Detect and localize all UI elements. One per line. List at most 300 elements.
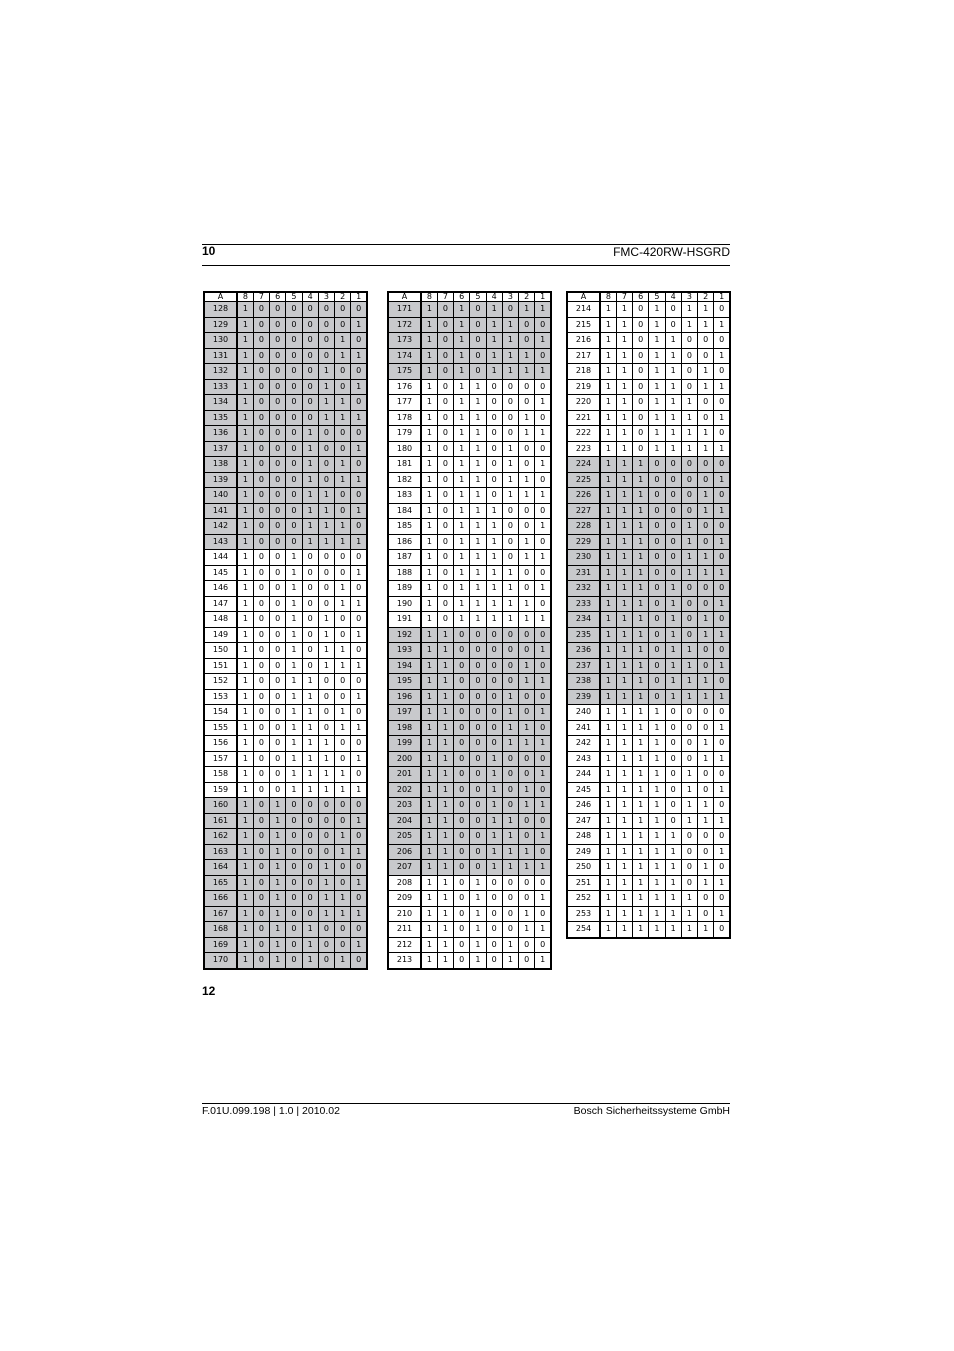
bit-cell-4: 1 (486, 333, 502, 349)
bit-cell-1: 0 (714, 860, 730, 876)
bit-cell-3: 0 (502, 751, 518, 767)
address-cell: 236 (567, 643, 600, 659)
bit-cell-1: 1 (351, 875, 367, 891)
bit-cell-5: 1 (470, 612, 486, 628)
bit-cell-7: 1 (616, 767, 632, 783)
bit-cell-4: 1 (486, 550, 502, 566)
bit-cell-8: 1 (237, 720, 253, 736)
bit-cell-4: 1 (486, 829, 502, 845)
bit-cell-3: 1 (681, 658, 697, 674)
bit-cell-3: 1 (318, 627, 334, 643)
bit-cell-2: 0 (335, 503, 351, 519)
bit-cell-1: 0 (714, 922, 730, 938)
bit-cell-4: 1 (486, 317, 502, 333)
table-row (567, 410, 730, 426)
bit-cell-8: 1 (600, 674, 616, 690)
bit-cell-6: 0 (454, 689, 470, 705)
bit-cell-4: 0 (302, 596, 318, 612)
table-row (567, 534, 730, 550)
table-row (567, 348, 730, 364)
bit-cell-1: 1 (714, 503, 730, 519)
bit-cell-7: 1 (616, 627, 632, 643)
bit-cell-4: 0 (302, 302, 318, 318)
bit-cell-1: 0 (535, 317, 551, 333)
bit-cell-5: 0 (649, 488, 665, 504)
bit-cell-3: 0 (681, 333, 697, 349)
bit-cell-5: 0 (286, 333, 302, 349)
bit-cell-3: 0 (318, 922, 334, 938)
bit-cell-5: 1 (470, 596, 486, 612)
bit-cell-2: 1 (335, 534, 351, 550)
bit-cell-1: 0 (714, 736, 730, 752)
table-row (388, 596, 551, 612)
bit-cell-8: 1 (421, 643, 437, 659)
table-row (204, 906, 367, 922)
column-header-bit-2: 2 (519, 292, 535, 302)
bit-cell-7: 1 (616, 860, 632, 876)
table-row (204, 472, 367, 488)
bit-cell-7: 0 (253, 519, 269, 535)
table-row (567, 488, 730, 504)
bit-cell-2: 1 (519, 782, 535, 798)
bit-cell-8: 1 (421, 906, 437, 922)
bit-cell-7: 1 (616, 519, 632, 535)
bit-cell-2: 0 (519, 751, 535, 767)
table-row (567, 519, 730, 535)
column-header-bit-8: 8 (237, 292, 253, 302)
bit-cell-6: 1 (454, 581, 470, 597)
bit-cell-6: 1 (454, 519, 470, 535)
address-cell: 164 (204, 860, 237, 876)
address-cell: 163 (204, 844, 237, 860)
bit-cell-5: 0 (470, 627, 486, 643)
bit-cell-5: 0 (286, 457, 302, 473)
bit-cell-7: 0 (253, 953, 269, 969)
column-header-bit-5: 5 (649, 292, 665, 302)
bit-cell-3: 1 (502, 565, 518, 581)
bit-cell-3: 1 (681, 550, 697, 566)
bit-cell-2: 0 (335, 612, 351, 628)
bit-cell-2: 1 (335, 410, 351, 426)
bit-cell-2: 0 (519, 937, 535, 953)
bit-cell-1: 0 (714, 426, 730, 442)
column-header-bit-4: 4 (302, 292, 318, 302)
bit-cell-4: 1 (665, 333, 681, 349)
bit-cell-7: 0 (253, 922, 269, 938)
bit-cell-3: 0 (502, 906, 518, 922)
bit-cell-4: 1 (302, 519, 318, 535)
table-row (204, 612, 367, 628)
bit-cell-3: 1 (318, 503, 334, 519)
bit-cell-3: 1 (502, 364, 518, 380)
address-cell: 132 (204, 364, 237, 380)
bit-cell-1: 1 (351, 937, 367, 953)
bit-cell-5: 0 (470, 302, 486, 318)
bit-cell-2: 1 (519, 348, 535, 364)
address-cell: 196 (388, 689, 421, 705)
address-cell: 139 (204, 472, 237, 488)
bit-cell-2: 0 (698, 705, 714, 721)
bit-cell-8: 1 (237, 798, 253, 814)
column-header-address: A (388, 292, 421, 302)
bit-cell-5: 1 (286, 767, 302, 783)
address-cell: 254 (567, 922, 600, 938)
bit-cell-3: 0 (318, 844, 334, 860)
bit-cell-6: 1 (633, 658, 649, 674)
bit-cell-7: 1 (616, 550, 632, 566)
address-cell: 221 (567, 410, 600, 426)
bit-cell-3: 0 (318, 317, 334, 333)
bit-cell-7: 0 (253, 798, 269, 814)
bit-cell-8: 1 (600, 503, 616, 519)
bit-cell-2: 1 (335, 395, 351, 411)
bit-cell-4: 0 (302, 627, 318, 643)
bit-cell-4: 0 (665, 503, 681, 519)
address-cell: 251 (567, 875, 600, 891)
bit-cell-7: 0 (253, 534, 269, 550)
bit-cell-7: 1 (616, 302, 632, 318)
bit-cell-1: 1 (714, 720, 730, 736)
bit-cell-3: 1 (502, 488, 518, 504)
bit-cell-6: 0 (633, 333, 649, 349)
bit-cell-2: 0 (335, 689, 351, 705)
bit-cell-3: 0 (318, 689, 334, 705)
address-cell: 146 (204, 581, 237, 597)
bit-cell-8: 1 (237, 333, 253, 349)
bit-cell-1: 1 (535, 550, 551, 566)
bit-cell-8: 1 (600, 922, 616, 938)
bit-cell-1: 0 (351, 674, 367, 690)
bit-cell-7: 1 (437, 829, 453, 845)
bit-cell-3: 0 (318, 720, 334, 736)
bit-cell-4: 1 (302, 488, 318, 504)
bit-cell-2: 0 (698, 643, 714, 659)
address-cell: 176 (388, 379, 421, 395)
footer-company: Bosch Sicherheitssysteme GmbH (573, 1105, 730, 1117)
table-row (388, 550, 551, 566)
bit-cell-3: 0 (318, 937, 334, 953)
address-cell: 191 (388, 612, 421, 628)
bit-cell-1: 0 (351, 457, 367, 473)
bit-cell-6: 1 (454, 364, 470, 380)
bit-cell-3: 1 (681, 317, 697, 333)
bit-cell-6: 0 (270, 534, 286, 550)
bit-cell-5: 0 (649, 612, 665, 628)
bit-cell-1: 0 (535, 503, 551, 519)
table-row (388, 922, 551, 938)
bit-cell-8: 1 (237, 457, 253, 473)
bit-cell-4: 1 (486, 302, 502, 318)
bit-cell-6: 1 (454, 379, 470, 395)
address-cell: 197 (388, 705, 421, 721)
bit-cell-3: 1 (502, 441, 518, 457)
bit-cell-5: 1 (286, 782, 302, 798)
bit-cell-3: 0 (502, 922, 518, 938)
bit-cell-8: 1 (600, 751, 616, 767)
address-cell: 166 (204, 891, 237, 907)
bit-cell-4: 0 (665, 457, 681, 473)
table-row (204, 922, 367, 938)
table-row (388, 829, 551, 845)
bit-cell-5: 0 (286, 906, 302, 922)
table-row (388, 395, 551, 411)
bit-cell-3: 1 (502, 937, 518, 953)
address-cell: 231 (567, 565, 600, 581)
bit-cell-8: 1 (421, 503, 437, 519)
bit-cell-3: 1 (318, 364, 334, 380)
address-cell: 148 (204, 612, 237, 628)
bit-cell-5: 0 (649, 643, 665, 659)
bit-cell-6: 0 (270, 751, 286, 767)
bit-cell-2: 1 (335, 643, 351, 659)
bit-cell-8: 1 (421, 720, 437, 736)
bit-cell-3: 1 (502, 689, 518, 705)
bit-cell-3: 1 (681, 565, 697, 581)
bit-cell-4: 1 (665, 441, 681, 457)
bit-cell-3: 0 (502, 519, 518, 535)
bit-cell-7: 1 (616, 503, 632, 519)
bit-cell-3: 0 (502, 643, 518, 659)
table-row (567, 550, 730, 566)
bit-cell-6: 1 (633, 534, 649, 550)
bit-cell-7: 0 (253, 426, 269, 442)
bit-cell-7: 0 (437, 581, 453, 597)
bit-cell-7: 1 (616, 364, 632, 380)
bit-cell-3: 0 (681, 348, 697, 364)
bit-cell-1: 1 (714, 627, 730, 643)
bit-cell-1: 1 (714, 410, 730, 426)
bit-cell-2: 1 (519, 798, 535, 814)
bit-cell-2: 0 (698, 658, 714, 674)
bit-cell-8: 1 (237, 348, 253, 364)
address-cell: 178 (388, 410, 421, 426)
bit-cell-6: 0 (454, 643, 470, 659)
bit-cell-6: 1 (633, 736, 649, 752)
table-header-row (388, 292, 551, 302)
table-row (204, 426, 367, 442)
bit-cell-5: 1 (286, 736, 302, 752)
bit-cell-2: 1 (335, 906, 351, 922)
address-cell: 211 (388, 922, 421, 938)
bit-cell-7: 0 (437, 488, 453, 504)
table-row (204, 829, 367, 845)
bit-cell-7: 1 (437, 658, 453, 674)
bit-cell-8: 1 (421, 674, 437, 690)
bit-cell-2: 0 (698, 596, 714, 612)
bit-cell-2: 0 (698, 395, 714, 411)
bit-cell-7: 1 (437, 953, 453, 969)
bit-cell-1: 1 (351, 503, 367, 519)
bit-cell-8: 1 (237, 829, 253, 845)
address-cell: 137 (204, 441, 237, 457)
bit-cell-1: 0 (535, 689, 551, 705)
table-row (204, 410, 367, 426)
bit-cell-7: 1 (616, 643, 632, 659)
bit-cell-5: 1 (649, 860, 665, 876)
bit-cell-6: 0 (270, 658, 286, 674)
bit-cell-8: 1 (421, 767, 437, 783)
bit-cell-8: 1 (600, 565, 616, 581)
table-row (388, 844, 551, 860)
column-header-bit-4: 4 (665, 292, 681, 302)
bit-cell-7: 0 (253, 720, 269, 736)
bit-cell-7: 0 (253, 503, 269, 519)
bit-cell-2: 0 (519, 875, 535, 891)
bit-cell-6: 0 (633, 317, 649, 333)
table-row (204, 736, 367, 752)
table-row (567, 674, 730, 690)
bit-cell-8: 1 (600, 798, 616, 814)
bit-cell-8: 1 (600, 317, 616, 333)
bit-cell-2: 0 (335, 798, 351, 814)
bit-cell-1: 0 (535, 472, 551, 488)
bit-cell-7: 1 (616, 333, 632, 349)
bit-cell-8: 1 (600, 705, 616, 721)
bit-cell-6: 1 (454, 348, 470, 364)
address-cell: 129 (204, 317, 237, 333)
bit-cell-1: 0 (535, 937, 551, 953)
address-cell: 199 (388, 736, 421, 752)
bit-cell-4: 1 (302, 426, 318, 442)
bit-cell-5: 1 (649, 395, 665, 411)
address-cell: 245 (567, 782, 600, 798)
bit-cell-8: 1 (600, 720, 616, 736)
bit-cell-2: 0 (519, 503, 535, 519)
bit-cell-1: 0 (351, 364, 367, 380)
table-row (388, 534, 551, 550)
bit-cell-4: 0 (302, 891, 318, 907)
bit-cell-1: 1 (351, 410, 367, 426)
bit-cell-1: 0 (351, 581, 367, 597)
bit-cell-7: 0 (253, 565, 269, 581)
bit-cell-4: 1 (665, 922, 681, 938)
bit-cell-8: 1 (421, 751, 437, 767)
table-row (204, 674, 367, 690)
bit-cell-7: 1 (616, 689, 632, 705)
table-row (204, 643, 367, 659)
bit-cell-5: 1 (649, 364, 665, 380)
bit-cell-8: 1 (237, 767, 253, 783)
bit-cell-6: 0 (270, 364, 286, 380)
bit-cell-7: 1 (616, 813, 632, 829)
bit-cell-5: 0 (470, 643, 486, 659)
address-cell: 207 (388, 860, 421, 876)
table-row (204, 705, 367, 721)
bit-cell-4: 0 (486, 395, 502, 411)
bit-cell-7: 0 (437, 302, 453, 318)
table-row (567, 643, 730, 659)
column-header-bit-1: 1 (535, 292, 551, 302)
bit-cell-6: 0 (454, 829, 470, 845)
bit-cell-6: 1 (633, 720, 649, 736)
bit-cell-4: 1 (302, 457, 318, 473)
bit-cell-2: 0 (698, 333, 714, 349)
bit-cell-6: 0 (270, 581, 286, 597)
bit-cell-6: 1 (270, 906, 286, 922)
table-row (388, 891, 551, 907)
bit-cell-6: 0 (454, 906, 470, 922)
bit-cell-1: 1 (351, 472, 367, 488)
bit-cell-2: 1 (519, 472, 535, 488)
table-row (388, 720, 551, 736)
bit-cell-1: 1 (714, 596, 730, 612)
bit-cell-3: 1 (318, 782, 334, 798)
table-row (204, 782, 367, 798)
bit-cell-5: 1 (286, 612, 302, 628)
table-row (567, 891, 730, 907)
bit-cell-4: 0 (302, 410, 318, 426)
bit-cell-8: 1 (237, 426, 253, 442)
bit-cell-1: 0 (351, 860, 367, 876)
bit-cell-6: 0 (454, 658, 470, 674)
bit-cell-1: 0 (535, 782, 551, 798)
bit-cell-6: 0 (454, 875, 470, 891)
bit-cell-1: 1 (535, 643, 551, 659)
bit-cell-2: 1 (335, 658, 351, 674)
bit-cell-7: 0 (437, 348, 453, 364)
bit-cell-1: 1 (714, 348, 730, 364)
bit-cell-4: 0 (486, 426, 502, 442)
bit-cell-2: 0 (335, 379, 351, 395)
table-row (388, 457, 551, 473)
bit-cell-6: 0 (270, 348, 286, 364)
bit-cell-6: 0 (454, 813, 470, 829)
bit-cell-5: 1 (470, 922, 486, 938)
bit-cell-4: 1 (302, 922, 318, 938)
bit-cell-3: 1 (318, 736, 334, 752)
bit-cell-4: 1 (486, 364, 502, 380)
bit-cell-3: 1 (502, 333, 518, 349)
bit-cell-7: 1 (616, 426, 632, 442)
bit-cell-3: 1 (681, 441, 697, 457)
address-cell: 249 (567, 844, 600, 860)
bit-cell-1: 0 (351, 333, 367, 349)
bit-cell-8: 1 (237, 782, 253, 798)
bit-cell-4: 0 (486, 937, 502, 953)
bit-cell-5: 1 (649, 720, 665, 736)
bit-cell-7: 1 (437, 844, 453, 860)
bit-cell-8: 1 (600, 519, 616, 535)
bit-cell-8: 1 (421, 953, 437, 969)
bit-cell-8: 1 (600, 736, 616, 752)
bit-cell-2: 0 (698, 410, 714, 426)
bit-cell-2: 1 (335, 767, 351, 783)
bit-cell-8: 1 (237, 922, 253, 938)
bit-cell-4: 1 (302, 953, 318, 969)
bit-cell-3: 1 (318, 612, 334, 628)
bit-cell-8: 1 (237, 302, 253, 318)
address-cell: 162 (204, 829, 237, 845)
bit-cell-2: 1 (698, 674, 714, 690)
bit-cell-6: 1 (633, 612, 649, 628)
bit-cell-3: 1 (502, 844, 518, 860)
table-row (204, 333, 367, 349)
bit-cell-2: 1 (335, 596, 351, 612)
bit-cell-8: 1 (237, 395, 253, 411)
bit-cell-1: 0 (351, 426, 367, 442)
table-row (388, 302, 551, 318)
address-cell: 128 (204, 302, 237, 318)
bit-cell-6: 0 (270, 705, 286, 721)
bit-cell-3: 1 (681, 767, 697, 783)
bit-cell-4: 1 (486, 813, 502, 829)
table-row (567, 736, 730, 752)
bit-cell-8: 1 (237, 410, 253, 426)
bit-cell-5: 0 (286, 379, 302, 395)
bit-cell-2: 1 (335, 472, 351, 488)
bit-cell-1: 1 (535, 581, 551, 597)
bit-cell-4: 1 (486, 844, 502, 860)
